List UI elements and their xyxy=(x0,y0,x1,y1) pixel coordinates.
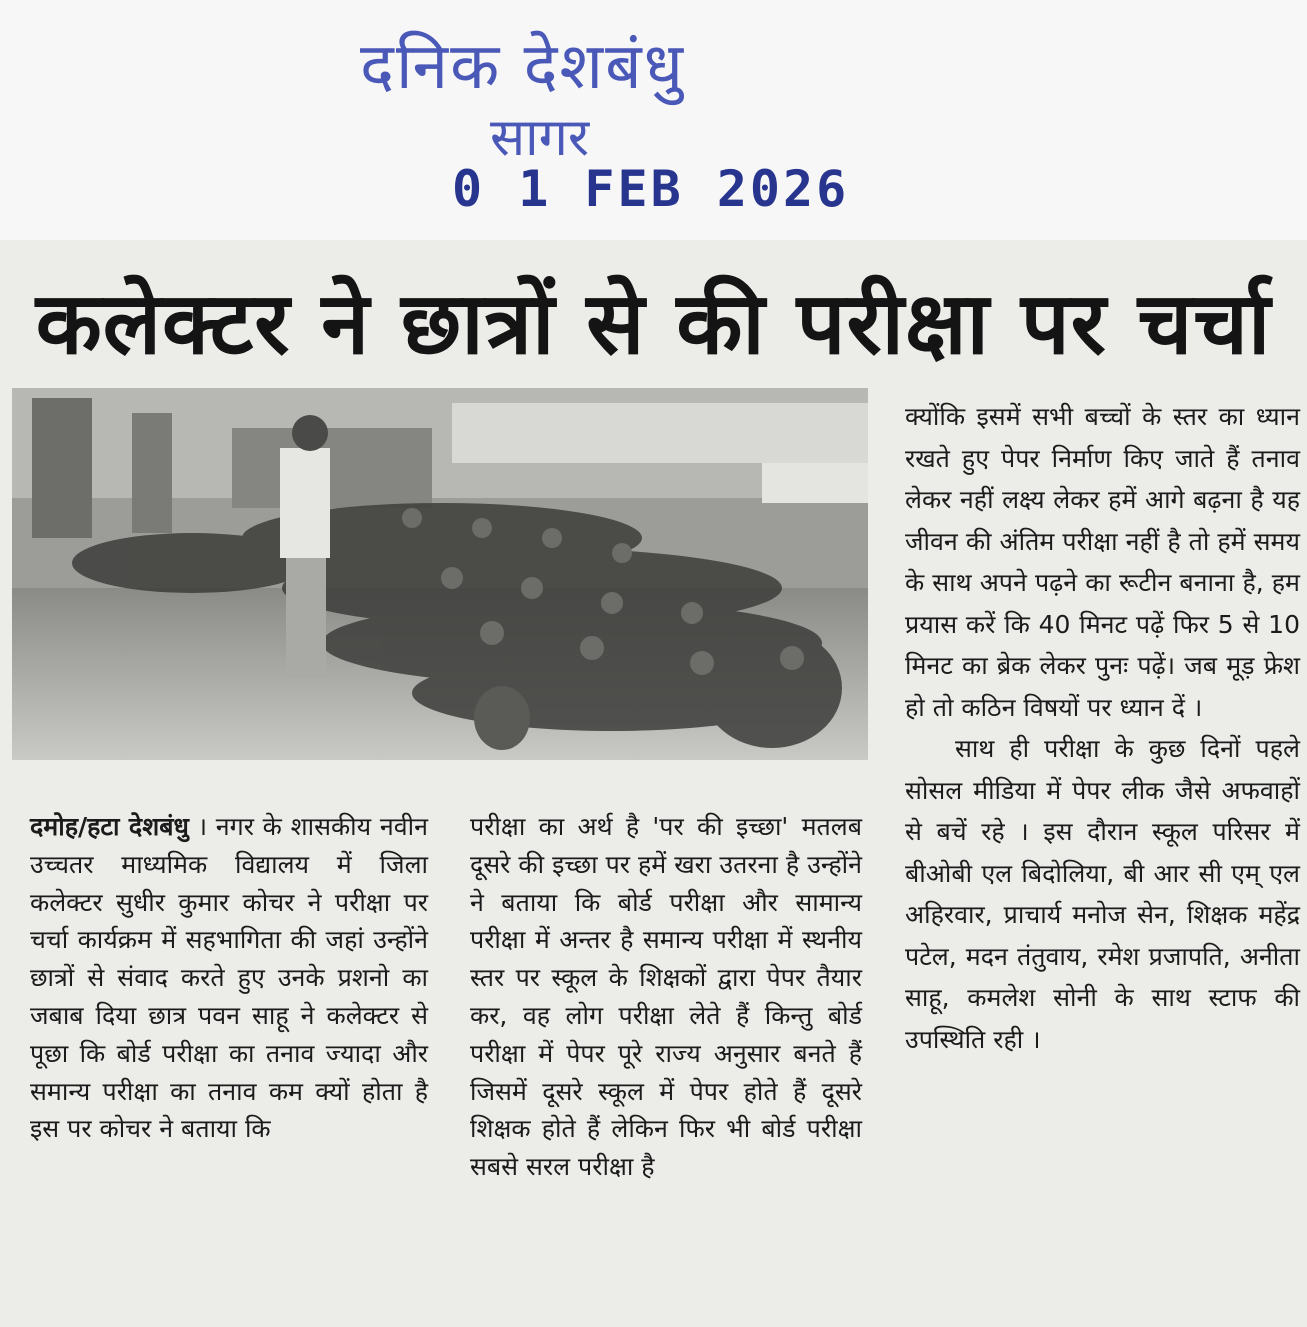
column-3-paragraph-2: साथ ही परीक्षा के कुछ दिनों पहले सोसल मीडिया में पेपर लीक जैसे अफवाहों से बचें रहे । इस दौरान स्कूल परिसर में बीओबी एल बिदोलिया, बी आर सी एम् एल अहिरवार, प्राचार्य मनोज सेन, शिक्षक महेंद्र पटेल, मदन तंतुवाय, रमेश प्रजापति, अनीता साहू, कमलेश सोनी के साथ स्टाफ की उपस्थिति रही । xyxy=(905,734,1300,1054)
headline: कलेक्टर ने छात्रों से की परीक्षा पर चर्चा xyxy=(35,274,1272,374)
dateline: दमोह/हटा देशबंधु xyxy=(30,812,189,841)
stamp-newspaper-name: दनिक देशबंधु xyxy=(360,30,685,104)
event-photo xyxy=(12,388,868,760)
article-column-2 xyxy=(470,808,862,1186)
column-1-text: । नगर के शासकीय नवीन उच्चतर माध्यमिक विद्यालय में जिला कलेक्टर सुधीर कुमार कोचर ने परीक्षा पर चर्चा कार्यक्रम में सहभागिता की जहां उन्होंने छात्रों से संवाद करते हुए उनके प्रशनो का जबाब दिया छात्र पवन साहू ने कलेक्टर से पूछा कि बोर्ड परीक्षा का तनाव ज्यादा और समान्य परीक्षा का तनाव कम क्यों होता है इस पर कोचर ने बताया कि xyxy=(30,812,428,1144)
stamp-city: सागर xyxy=(490,108,590,168)
column-2-text: परीक्षा का अर्थ है 'पर की इच्छा' मतलब दूसरे की इच्छा पर हमें खरा उतरना है उन्होंने ने बताया कि बोर्ड परीक्षा और सामान्य परीक्षा में अन्तर है समान्य परीक्षा में स्थनीय स्तर पर स्कूल के शिक्षकों द्वारा पेपर तैयार कर, वह लोग परीक्षा लेते हैं किन्तु बोर्ड परीक्षा में पेपर पूरे राज्य अनुसार बनते हैं जिसमें दूसरे स्कूल में पेपर होते हैं दूसरे शिक्षक होते हैं लेकिन फिर भी बोर्ड परीक्षा सबसे सरल परीक्षा है xyxy=(470,812,862,1182)
article-column-3 xyxy=(905,396,1300,1060)
date-stamp xyxy=(0,0,1307,245)
stamp-date: 0 1 FEB 2026 xyxy=(452,160,850,218)
column-3-paragraph-1: क्योंकि इसमें सभी बच्चों के स्तर का ध्यान रखते हुए पेपर निर्माण किए जाते हैं तनाव लेकर नहीं लक्ष्य लेकर हमें आगे बढ़ना है यह जीवन की अंतिम परीक्षा नहीं है तो हमें समय के साथ अपने पढ़ने का रूटीन बनाना है, हम प्रयास करें कि 40 मिनट पढ़ें फिर 5 से 10 मिनट का ब्रेक लेकर पुनः पढ़ें। जब मूड़ फ्रेश हो तो कठिन विषयों पर ध्यान दें । xyxy=(905,402,1300,722)
article-column-1 xyxy=(30,808,428,1148)
